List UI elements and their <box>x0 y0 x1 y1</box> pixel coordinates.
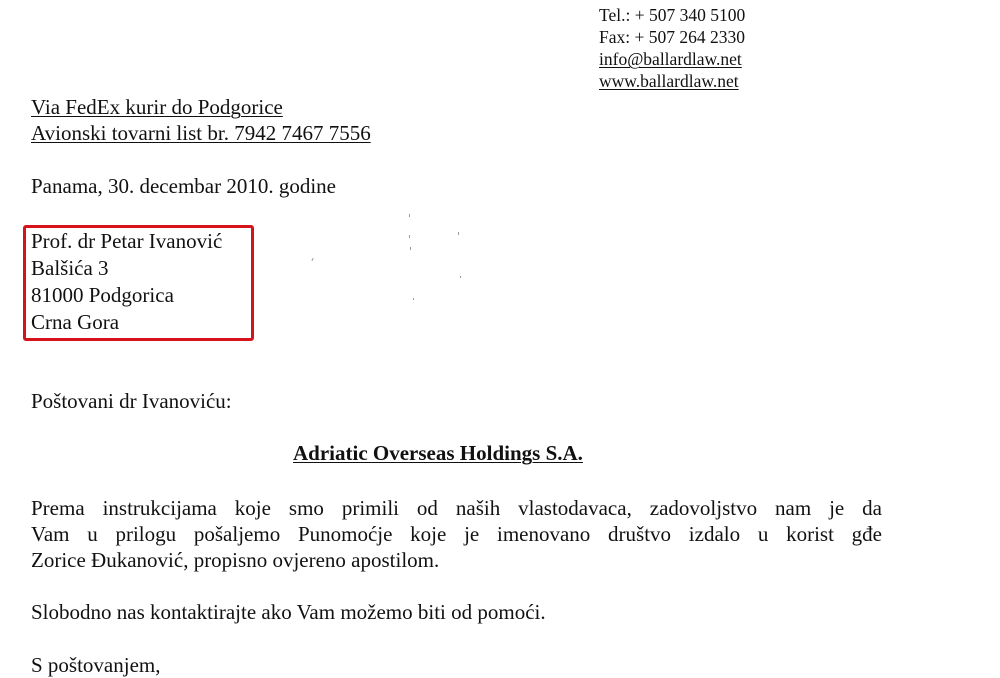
recipient-address <box>31 228 222 336</box>
recipient-city: 81000 Podgorica <box>31 283 174 307</box>
recipient-name: Prof. dr Petar Ivanović <box>31 229 223 253</box>
scan-speck <box>311 258 313 261</box>
scan-speck <box>460 276 461 278</box>
recipient-country: Crna Gora <box>31 310 120 334</box>
dateline: Panama, 30. decembar 2010. godine <box>31 174 336 198</box>
delivery-method: Via FedEx kurir do Podgorice <box>31 95 283 119</box>
scan-speck <box>410 247 411 250</box>
salutation: Poštovani dr Ivanoviću: <box>31 389 232 413</box>
scan-speck <box>409 214 410 217</box>
closing-paragraph: Slobodno nas kontaktirajte ako Vam možemo biti od pomoći. <box>31 600 546 624</box>
sender-phone: Tel.: + 507 340 5100 <box>599 5 746 25</box>
airway-bill-number: Avionski tovarni list br. 7942 7467 7556 <box>31 121 371 145</box>
sender-email-link[interactable]: info@ballardlaw.net <box>599 49 742 69</box>
sender-contact-block <box>599 4 745 92</box>
subject-heading: Adriatic Overseas Holdings S.A. <box>293 441 583 465</box>
body-line: Prema instrukcijama koje smo primili od naših vlastodavaca, zadovoljstvo nam je da <box>31 496 882 520</box>
delivery-info <box>31 94 371 146</box>
body-line: Zorice Đukanović, propisno ovjereno apostilom. <box>31 548 440 572</box>
sender-website-link[interactable]: www.ballardlaw.net <box>599 71 739 91</box>
recipient-street: Balšića 3 <box>31 256 109 280</box>
body-paragraph <box>31 495 882 573</box>
scan-speck <box>413 298 414 300</box>
body-line: Vam u prilogu pošaljemo Punomoćje koje je imenovano društvo izdalo u korist gđe <box>31 522 882 546</box>
scan-speck <box>409 235 410 238</box>
sender-fax: Fax: + 507 264 2330 <box>599 27 745 47</box>
scan-speck <box>458 232 459 235</box>
signoff: S poštovanjem, <box>31 653 161 677</box>
